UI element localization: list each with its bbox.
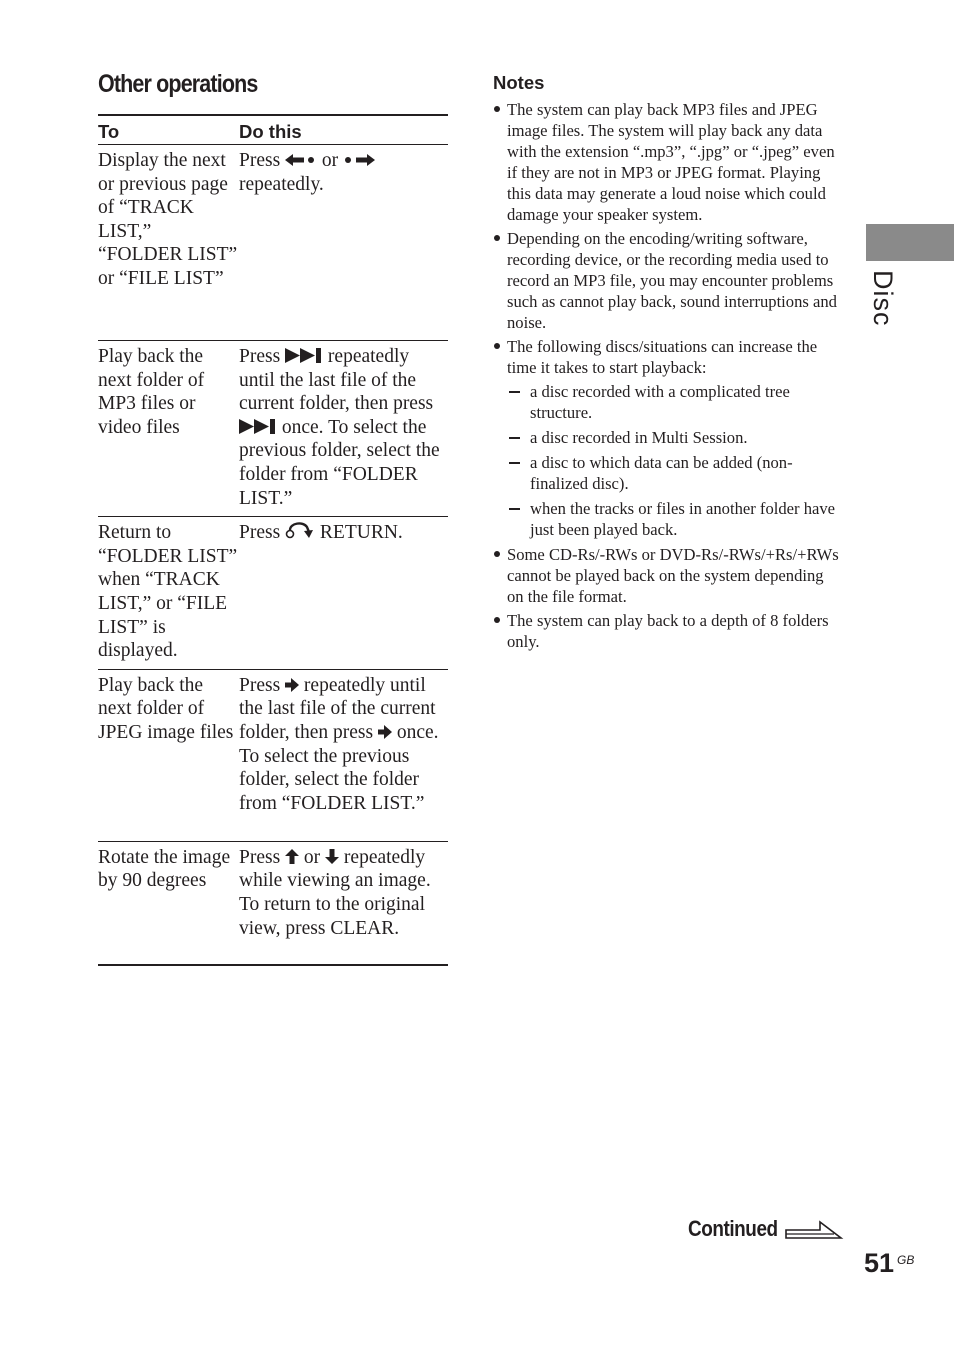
- table-row: [98, 341, 448, 517]
- row-instruction: [239, 145, 448, 341]
- row-action: Rotate the image by 90 degrees: [98, 841, 239, 965]
- row-instruction: [239, 517, 448, 670]
- row-instruction: [239, 669, 448, 841]
- dot-right-arrow-icon: [343, 153, 375, 167]
- list-item: The following discs/situations can increase the time it takes to start playback: a disc recorded with a complicated tree structure. a disc recorded in Multi Session. a disc to which data can be added (non-finalized disc). when the tracks or files in another folder have just been played back.: [493, 336, 843, 540]
- instruction-text: repeatedly until the last file of the current folder, then press: [239, 674, 436, 743]
- notes-heading: Notes: [493, 72, 545, 93]
- list-item: Depending on the encoding/writing software, recording device, or the recording media used to record an MP3 file, you may encounter problems such as cannot play back, sound interruptions and noise.: [493, 228, 843, 333]
- instruction-text: Press: [239, 846, 281, 868]
- page-number-suffix: GB: [897, 1253, 915, 1267]
- table-row: [98, 145, 448, 341]
- list-item: The system can play back to a depth of 8 folders only.: [493, 610, 843, 652]
- list-item: The system can play back MP3 files and JPEG image files. The system will play back any data with the extension “.mp3”, “.jpg” or “.jpeg” even if they are not in MP3 or JPEG format. Playing this data may generate a loud noise which could damage your speaker system.: [493, 99, 843, 225]
- notes-list: [493, 99, 843, 652]
- continued-label: Continued: [688, 1216, 778, 1241]
- instruction-text: Press: [239, 522, 281, 544]
- instruction-text: Press: [239, 346, 281, 367]
- table-header-row: [98, 115, 448, 145]
- row-action: Play back the next folder of MP3 files or video files: [98, 341, 239, 517]
- sub-list-item: a disc recorded in Multi Session.: [507, 427, 843, 448]
- up-arrow-icon: [285, 849, 299, 864]
- instruction-text: or: [321, 150, 339, 171]
- row-instruction: [239, 841, 448, 965]
- chapter-tab-marker: [866, 224, 954, 261]
- continued-indicator: [688, 1216, 844, 1242]
- sub-list-item: a disc to which data can be added (non-finalized disc).: [507, 452, 843, 494]
- table-row: [98, 517, 448, 670]
- instruction-text: once. To select the previous folder, select the folder from “FOLDER LIST.”: [239, 721, 439, 814]
- next-track-icon: [239, 419, 277, 434]
- left-arrow-dot-icon: [285, 153, 317, 167]
- sub-list-item: when the tracks or files in another folder have just been played back.: [507, 498, 843, 540]
- instruction-text: once. To select the previous folder, select the folder from “FOLDER LIST.”: [239, 416, 440, 509]
- page-number: 51: [864, 1248, 895, 1278]
- instruction-text: repeatedly.: [239, 173, 324, 195]
- notes-section: [493, 72, 843, 655]
- notes-sublist: [507, 381, 843, 540]
- row-action: Return to “FOLDER LIST” when “TRACK LIST,” or “FILE LIST” is displayed.: [98, 517, 239, 670]
- operations-table: [98, 114, 448, 966]
- instruction-text: RETURN.: [319, 522, 403, 544]
- return-icon: [285, 521, 315, 539]
- instruction-text: or: [303, 846, 321, 868]
- instruction-text: repeatedly until the last file of the current folder, then press: [239, 346, 434, 415]
- instruction-text: Press: [239, 674, 281, 696]
- chapter-tab-label: Disc: [868, 270, 898, 327]
- row-action: Play back the next folder of JPEG image files: [98, 669, 239, 841]
- instruction-text: Press: [239, 150, 281, 171]
- row-instruction: [239, 341, 448, 517]
- sub-list-item: a disc recorded with a complicated tree structure.: [507, 381, 843, 423]
- down-arrow-icon: [325, 849, 339, 864]
- instruction-text: repeatedly while viewing an image. To return to the original view, press CLEAR.: [239, 846, 431, 939]
- right-arrow-icon: [378, 725, 392, 739]
- table-row: [98, 841, 448, 965]
- right-arrow-icon: [285, 678, 299, 692]
- table-row: [98, 669, 448, 841]
- list-item: Some CD-Rs/-RWs or DVD-Rs/-RWs/+Rs/+RWs cannot be played back on the system depending on the file format.: [493, 544, 843, 607]
- section-title: Other operations: [98, 70, 258, 98]
- row-action: Display the next or previous page of “TRACK LIST,” “FOLDER LIST” or “FILE LIST”: [98, 145, 239, 341]
- column-header-to: To: [98, 115, 239, 145]
- next-track-icon: [285, 348, 323, 363]
- continued-arrow-icon: [784, 1218, 844, 1240]
- column-header-do-this: Do this: [239, 115, 448, 145]
